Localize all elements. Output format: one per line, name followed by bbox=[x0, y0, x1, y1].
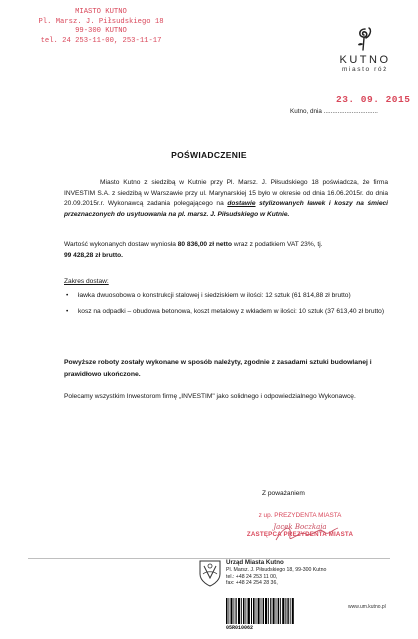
coat-of-arms-icon bbox=[198, 558, 222, 588]
document-title: POŚWIADCZENIE bbox=[171, 150, 247, 160]
logo-wordmark: KUTNO bbox=[339, 54, 391, 66]
signatory-name: Jacek Boczkaja bbox=[273, 523, 327, 531]
logo-tagline: miasto róż bbox=[342, 66, 388, 73]
emphasis-text: stylizowanych ławek i koszy na śmieci przeznaczonych do usytuowania na pl. marsz. J. Piłsudskiego w Kutnie. bbox=[64, 200, 388, 218]
handwritten-signature bbox=[272, 522, 342, 548]
paragraph-text: Miasto Kutno z siedzibą w Kutnie przy Pl. Marsz. J. Piłsudskiego 18 poświadcza, że firma INVESTIM S.A. z siedzibą w Warszawie przy ul. Marynarskiej 15 było w okresie od dnia 16.06.2015r. do dnia 20.09.2015r.r. Wykonawcą zadania polegającego na bbox=[64, 179, 388, 208]
stamp-line: 99-300 KUTNO bbox=[75, 27, 127, 36]
scope-heading: Zakres dostaw: bbox=[64, 278, 109, 285]
list-item bbox=[64, 307, 388, 318]
address-stamp bbox=[36, 8, 166, 46]
website-link[interactable]: www.um.kutno.pl bbox=[348, 604, 386, 610]
rose-icon bbox=[354, 26, 376, 52]
closing-salutation: Z poważaniem bbox=[262, 490, 305, 497]
bullet: • bbox=[66, 292, 69, 299]
kutno-logo bbox=[330, 26, 400, 73]
scope-list bbox=[64, 291, 388, 322]
stamp-line: MIASTO KUTNO bbox=[75, 8, 127, 16]
gross-amount: 99 428,28 zł brutto. bbox=[64, 251, 123, 259]
emphasis-text: dostawie bbox=[227, 200, 256, 208]
bullet: • bbox=[66, 307, 69, 315]
paragraph-text: Wartość wykonanych dostaw wyniosła bbox=[64, 241, 178, 248]
stamp-line: tel. 24 253-11-00, 253-11-17 bbox=[40, 36, 162, 45]
net-amount: 80 836,00 zł netto bbox=[177, 241, 232, 248]
date-stamp: 23. 09. 2015 bbox=[336, 94, 411, 105]
list-item-text: kosz na odpadki – obudowa betonowa, koszt metalowy z wkładem w ilości: 10 sztuk (37 613,40 zł brutto) bbox=[78, 307, 385, 315]
signatory-title: ZASTĘPCA PREZYDENTA MIASTA bbox=[246, 531, 354, 538]
paragraph-recommendation: Polecamy wszystkim Inwestorom firmę „INVESTIM" jako solidnego i odpowiedzialnego Wykonawcę. bbox=[64, 393, 356, 400]
paragraph-text: wraz z podatkiem VAT 23%, tj. bbox=[231, 241, 323, 248]
paragraph-main bbox=[64, 178, 388, 220]
paragraph-confirmation: Powyższe roboty zostały wykonane w sposób należyty, zgodnie z zasadami sztuki budowlanej i prawidłowo ukończone. bbox=[64, 359, 372, 379]
office-address: Pl. Marsz. J. Piłsudskiego 18, 99-300 Kutno bbox=[226, 567, 327, 574]
office-info bbox=[226, 560, 326, 587]
barcode-number: 05R010062 bbox=[226, 625, 254, 631]
barcode bbox=[226, 598, 294, 624]
office-fax: fax: +48 24 254 28 36, bbox=[226, 580, 278, 587]
list-item bbox=[64, 291, 388, 302]
paragraph-value bbox=[64, 240, 388, 261]
office-phone: tel.: +48 24 253 11 00, bbox=[226, 573, 278, 580]
place-date-line: Kutno, dnia ............................... bbox=[290, 108, 378, 115]
stamp-line: z up. PREZYDENTA MIASTA bbox=[258, 512, 342, 519]
list-item-text: ławka dwuosobowa o konstrukcji stalowej i siedziskiem w ilości: 12 sztuk (61 814,88 zł brutto) bbox=[78, 292, 351, 299]
stamp-line: Pl. Marsz. J. Piłsudskiego 18 bbox=[38, 17, 164, 26]
office-name: Urząd Miasta Kutno bbox=[226, 559, 284, 566]
